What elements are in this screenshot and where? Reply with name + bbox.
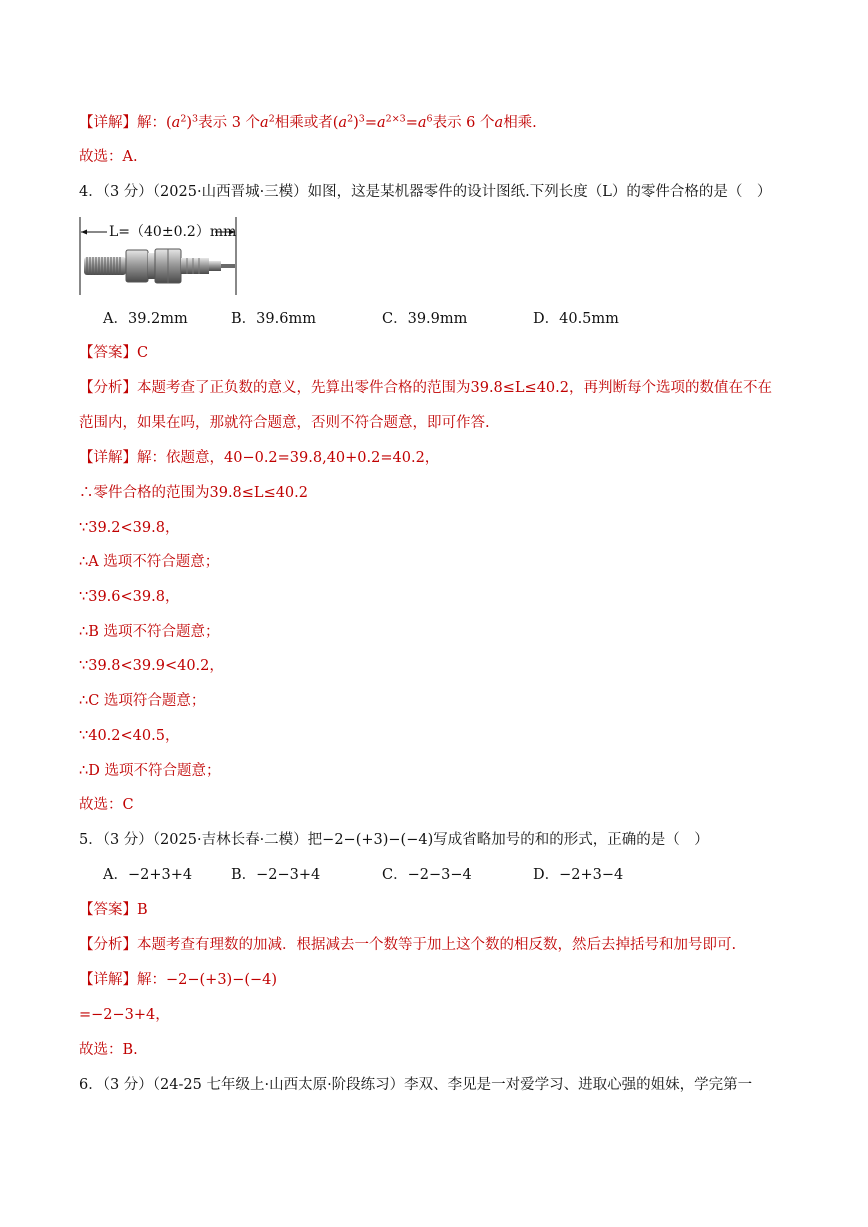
- q5-analysis: 【分析】本题考查有理数的加减．根据减去一个数等于加上这个数的相反数，然后去掉括号和加号即可.: [79, 937, 737, 953]
- q3-choose: 故选：A.: [79, 149, 138, 165]
- q4-option-a[interactable]: A．39.2mm: [103, 311, 188, 327]
- spark-plug-drawing: [79, 213, 241, 297]
- q5-detail-2: =−2−3+4，: [79, 1007, 170, 1023]
- q4-step-8: ∵40.2<40.5，: [79, 728, 180, 744]
- q4-analysis-2: 范围内，如果在吗，那就符合题意，否则不符合题意，即可作答.: [79, 415, 490, 431]
- q4-option-b[interactable]: B．39.6mm: [231, 311, 316, 327]
- q4-stem: 4．（3 分）（2025·山西晋城·三模）如图，这是某机器零件的设计图纸.下列长度（L）的零件合格的是（ ）: [79, 184, 772, 200]
- q4-step-5: ∴B 选项不符合题意；: [79, 624, 220, 640]
- q3-detail-body: 解：$(a^2)^3$表示 3 个$a^2$相乘或者$(a^2)^3=a^{2\times 3}=a^6$表示 6 个a相乘.: [137, 113, 537, 131]
- q5-option-c[interactable]: C．−2−3−4: [382, 867, 472, 883]
- q4-detail: 【详解】解：依题意，40−0.2=39.8,40+0.2=40.2，: [79, 450, 440, 466]
- spark-plug-figure: [79, 213, 241, 297]
- q4-step-10: 故选：C: [79, 797, 134, 813]
- q5-option-a[interactable]: A．−2+3+4: [103, 867, 193, 883]
- q5-answer: 【答案】B: [79, 902, 148, 918]
- q4-step-1: ∴零件合格的范围为39.8≤L≤40.2: [79, 485, 308, 501]
- dimension-label: L=（40±0.2）mm: [109, 224, 237, 240]
- q5-choose: 故选：B.: [79, 1042, 138, 1058]
- q4-step-7: ∴C 选项符合题意；: [79, 693, 206, 709]
- q5-stem: 5．（3 分）（2025·吉林长春·二模）把−2−(+3)−(−4)写成省略加号的和的形式，正确的是（ ）: [79, 832, 709, 848]
- q5-option-d[interactable]: D．−2+3−4: [533, 867, 624, 883]
- q5-detail: 【详解】解：−2−(+3)−(−4): [79, 972, 278, 988]
- q4-answer: 【答案】C: [79, 345, 149, 361]
- q4-step-9: ∴D 选项不符合题意；: [79, 763, 221, 779]
- q3-detail: [79, 113, 808, 133]
- q4-analysis-1: 【分析】本题考查了正负数的意义，先算出零件合格的范围为39.8≤L≤40.2，再判断每个选项的数值在不在: [79, 380, 772, 396]
- q4-step-2: ∵39.2<39.8，: [79, 520, 180, 536]
- q4-step-4: ∵39.6<39.8，: [79, 589, 180, 605]
- q5-option-b[interactable]: B．−2−3+4: [231, 867, 321, 883]
- q6-stem: 6．（3 分）（24-25 七年级上·山西太原·阶段练习）李双、李见是一对爱学习、进取心强的姐妹，学完第一: [79, 1077, 753, 1093]
- q4-step-3: ∴A 选项不符合题意；: [79, 554, 220, 570]
- q4-option-d[interactable]: D．40.5mm: [533, 311, 619, 327]
- q4-option-c[interactable]: C．39.9mm: [382, 311, 468, 327]
- detail-tag: 【详解】: [79, 115, 137, 131]
- q4-step-6: ∵39.8<39.9<40.2，: [79, 658, 224, 674]
